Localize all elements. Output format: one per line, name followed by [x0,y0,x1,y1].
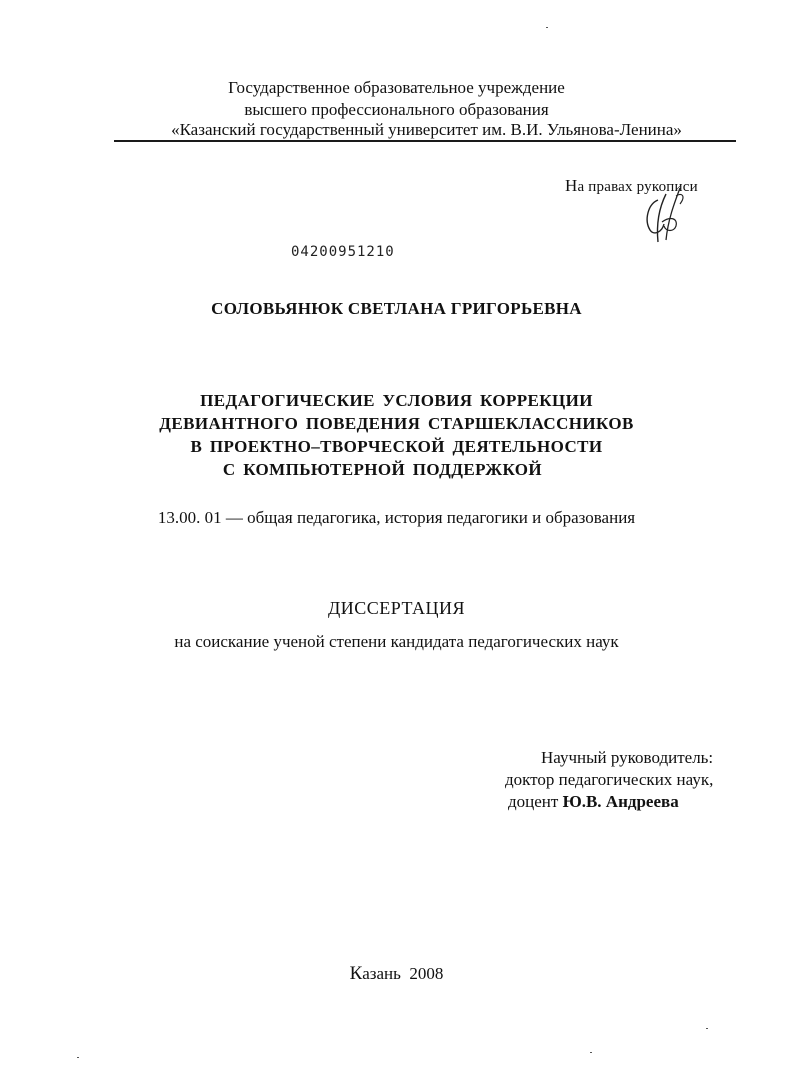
advisor-rank-name [508,790,679,813]
scan-speck [706,1028,708,1029]
advisor-name: Ю.В. Андреева [562,792,679,811]
rights-first-letter: Н [565,176,578,195]
city-rest: азань [362,964,401,983]
city-year [0,963,793,985]
specialty-code: 13.00. 01 — общая педагогика, история педагогики и образования [157,508,636,527]
title-line-3: В ПРОЕКТНО–ТВОРЧЕСКОЙ ДЕЯТЕЛЬНОСТИ [190,437,603,456]
title-line-1: ПЕДАГОГИЧЕСКИЕ УСЛОВИЯ КОРРЕКЦИИ [200,391,593,410]
rights-rest: а правах рукописи [577,179,698,195]
author-name: СОЛОВЬЯНЮК СВЕТЛАНА ГРИГОРЬЕВНА [211,299,582,318]
degree-statement: на соискание ученой степени кандидата педагогических наук [174,632,619,651]
signature-mark [636,186,696,246]
document-type: ДИССЕРТАЦИЯ [327,598,466,618]
title-line-4: С КОМПЬЮТЕРНОЙ ПОДДЕРЖКОЙ [222,460,543,479]
scan-speck [77,1057,79,1058]
scan-speck [590,1052,592,1053]
advisor-label: Научный руководитель: [541,748,714,767]
header-divider [114,140,736,142]
city-first-letter: К [349,963,363,984]
advisor-title: доктор педагогических наук, [505,770,714,789]
title-line-2: ДЕВИАНТНОГО ПОВЕДЕНИЯ СТАРШЕКЛАССНИКОВ [159,414,634,433]
institution-line-2: высшего профессионального образования [244,100,549,119]
institution-line-1: Государственное образовательное учреждение [228,78,565,97]
institution-line-3: «Казанский государственный университет им. В.И. Ульянова-Ленина» [171,120,682,139]
advisor-rank: доцент [508,792,559,811]
scan-speck [546,27,548,28]
library-stamp-number: 04200951210 [291,244,395,260]
year: 2008 [409,964,444,983]
